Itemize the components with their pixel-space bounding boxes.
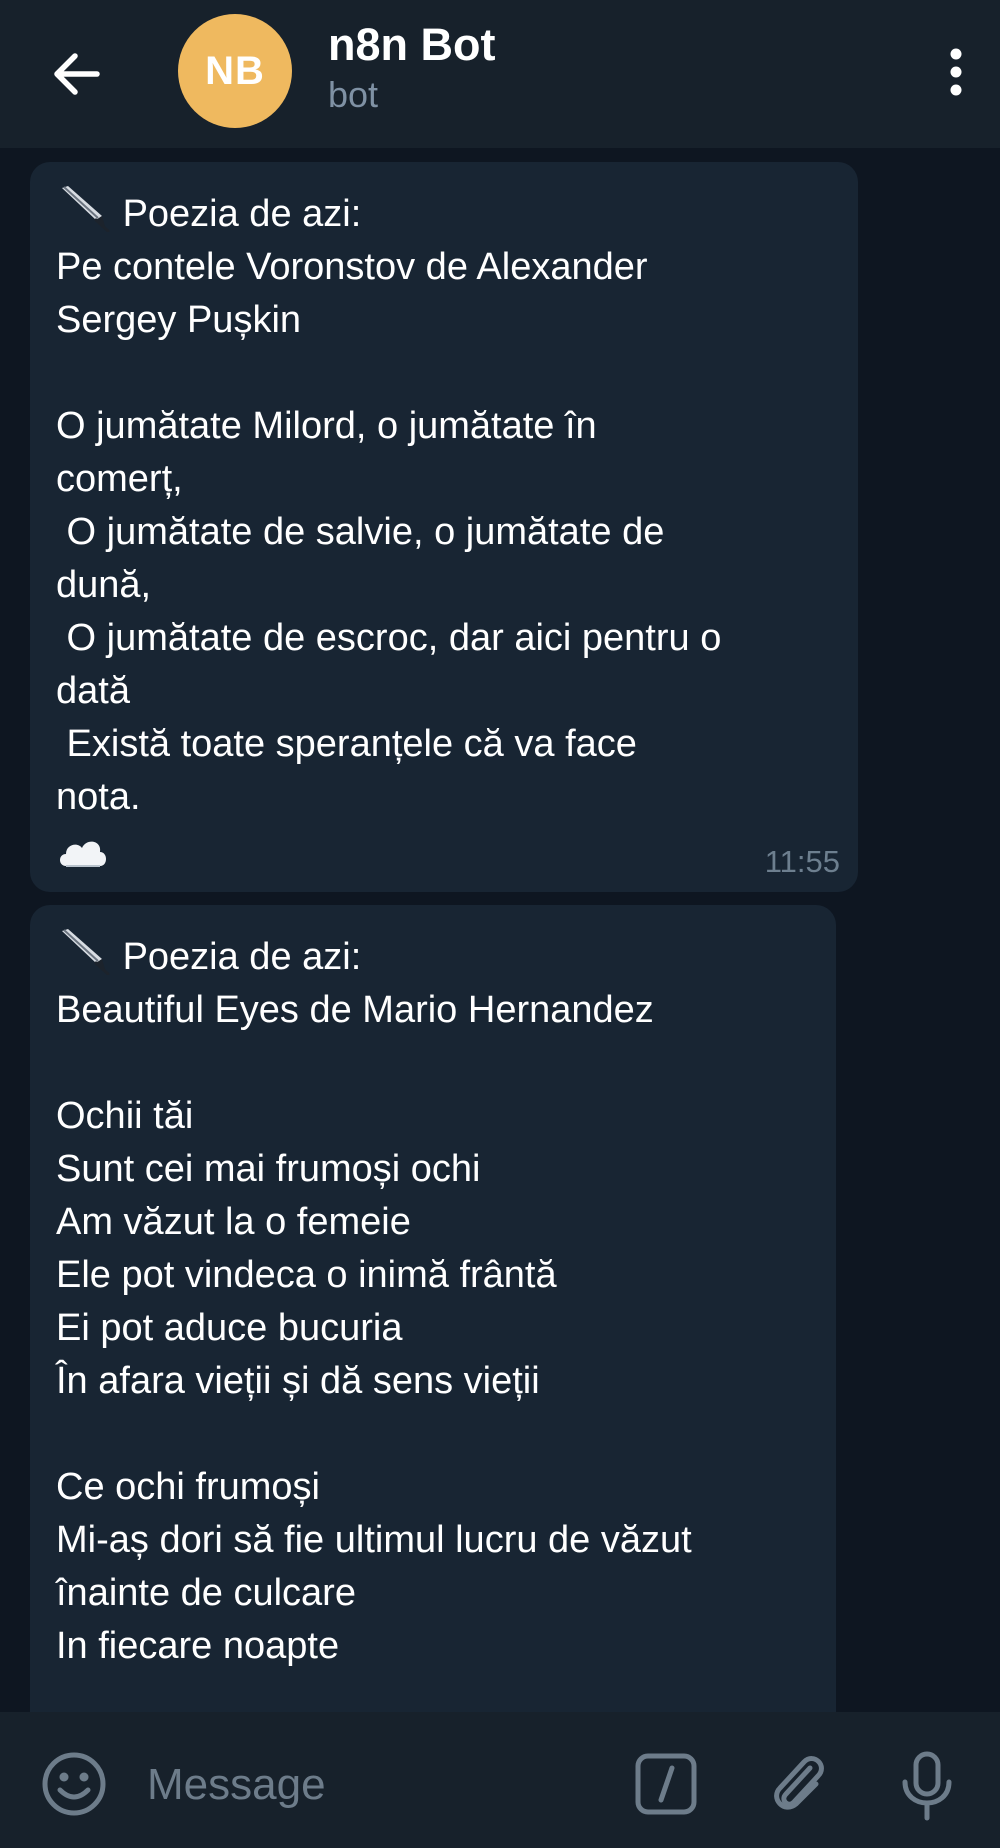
- message-line: [56, 824, 832, 877]
- message-bubble[interactable]: [30, 162, 858, 892]
- message-timestamp: 11:55: [764, 844, 840, 879]
- chat-message-list[interactable]: [0, 148, 1000, 1712]
- chat-title: n8n Bot: [328, 19, 496, 70]
- paperclip-icon: [766, 1750, 830, 1818]
- attach-button[interactable]: [766, 1750, 830, 1818]
- message-line: [56, 347, 832, 400]
- message-line: Beautiful Eyes de Mario Hernandez: [56, 989, 654, 1031]
- message-line-text: Poezia de azi:: [122, 193, 362, 235]
- message-line: O jumătate de salvie, o jumătate de: [56, 511, 665, 553]
- message-line: [56, 1408, 810, 1461]
- message-line: [56, 927, 810, 984]
- back-button[interactable]: [44, 42, 108, 106]
- avatar[interactable]: NB: [178, 14, 292, 128]
- chat-header: [0, 0, 1000, 148]
- message-line: In fiecare noapte: [56, 1625, 340, 1667]
- message-bubble[interactable]: [30, 905, 836, 1712]
- message-line: Ochii tăi: [56, 1095, 194, 1137]
- message-line: Sunt cei mai frumoși ochi: [56, 1148, 481, 1190]
- more-vertical-icon: [946, 47, 966, 97]
- message-input[interactable]: [145, 1750, 609, 1820]
- bot-commands-button[interactable]: [634, 1752, 698, 1816]
- message-line: [56, 184, 832, 241]
- more-options-button[interactable]: [924, 40, 988, 104]
- message-line: O jumătate de escroc, dar aici pentru o: [56, 617, 722, 659]
- chat-title-block[interactable]: [328, 18, 495, 118]
- cloud-icon: [56, 832, 110, 872]
- emoji-button[interactable]: [40, 1750, 108, 1818]
- smiley-icon: [40, 1750, 108, 1818]
- message-line: Există toate speranțele că va face: [56, 723, 637, 765]
- slash-command-icon: [634, 1752, 698, 1816]
- message-line: Ce ochi frumoși: [56, 1466, 320, 1508]
- chat-subtitle: bot: [328, 74, 379, 115]
- message-line: Am văzut la o femeie: [56, 1201, 411, 1243]
- microphone-icon: [895, 1750, 959, 1822]
- message-line: înainte de culcare: [56, 1572, 356, 1614]
- message-line: O jumătate Milord, o jumătate în: [56, 405, 597, 447]
- message-line: Ele pot vindeca o inimă frântă: [56, 1254, 557, 1296]
- message-line: Mi-aș dori să fie ultimul lucru de văzut: [56, 1519, 692, 1561]
- message-line: nota.: [56, 776, 141, 818]
- arrow-left-icon: [51, 52, 101, 96]
- message-line: dată: [56, 670, 130, 712]
- message-line: Pe contele Voronstov de Alexander: [56, 246, 648, 288]
- fountain-pen-icon: [56, 927, 112, 975]
- message-line: Sergey Pușkin: [56, 299, 302, 341]
- message-line: [56, 1037, 810, 1090]
- message-line: În afara vieții și dă sens vieții: [56, 1360, 540, 1402]
- fountain-pen-icon: [56, 184, 112, 232]
- message-line-text: Poezia de azi:: [122, 936, 362, 978]
- message-line: Ei pot aduce bucuria: [56, 1307, 403, 1349]
- voice-record-button[interactable]: [895, 1750, 959, 1822]
- message-line: comerț,: [56, 458, 183, 500]
- message-line: dună,: [56, 564, 152, 606]
